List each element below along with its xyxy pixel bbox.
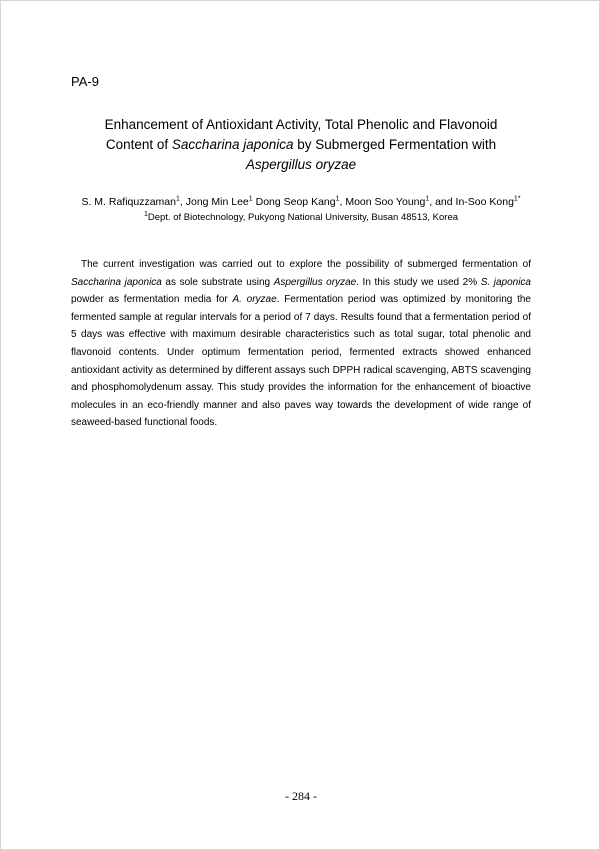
author-name: Dong Seop Kang bbox=[255, 196, 336, 208]
author-affiliation-mark: 1 bbox=[425, 195, 430, 203]
author-separator: , bbox=[179, 196, 186, 208]
abstract-text: powder as fermentation media for bbox=[71, 294, 233, 306]
author-list bbox=[41, 195, 561, 209]
author-affiliation-mark: 1* bbox=[513, 195, 521, 203]
abstract-body bbox=[71, 256, 531, 432]
author-affiliation-mark: 1 bbox=[248, 195, 253, 203]
title-species: Aspergillus oryzae bbox=[245, 157, 357, 172]
abstract-species: Saccharina japonica bbox=[71, 276, 162, 288]
abstract-species: Aspergillus oryzae bbox=[273, 276, 357, 288]
abstract-text: as sole substrate using bbox=[161, 276, 274, 288]
abstract-text: . Fermentation period was optimized by monitoring the fermented sample at regular intervals for a period of 7 days. Results found that a fermentation period of 5 days was effective with maximum desirable characteristics such as total sugar, total phenolic and flavonoid contents. Under optimum fermentation period, fermented extracts showed enhanced antioxidant activity as determined by different assays such DPPH radical scavenging, ABTS scavenging and phosphomolydenum assay. This study provides the information for the enhancement of bioactive molecules in an eco-friendly manner and also paves way towards the development of wide range of seaweed-based functional foods. bbox=[71, 294, 531, 429]
abstract-text: . In this study we used 2% bbox=[356, 276, 481, 288]
author-name: In-Soo Kong bbox=[455, 196, 514, 208]
author-name: Moon Soo Young bbox=[345, 196, 426, 208]
title-text: Content of bbox=[105, 137, 172, 152]
title-line-3 bbox=[61, 155, 541, 175]
author-name: S. M. Rafiquzzaman bbox=[81, 196, 176, 208]
title-text: by Submerged Fermentation with bbox=[293, 137, 497, 152]
author-affiliation-mark: 1 bbox=[175, 195, 180, 203]
abstract-text: The current investigation was carried out to explore the possibility of submerged fermentation of bbox=[81, 259, 531, 270]
affiliation-mark: 1 bbox=[143, 210, 148, 218]
title-line-2 bbox=[61, 135, 541, 155]
title-line-1: Enhancement of Antioxidant Activity, Total Phenolic and Flavonoid bbox=[104, 117, 498, 132]
author-affiliation-mark: 1 bbox=[335, 195, 340, 203]
title-species: Saccharina japonica bbox=[171, 137, 294, 152]
affiliation-text: Dept. of Biotechnology, Pukyong National University, Busan 48513, Korea bbox=[147, 212, 459, 223]
paper-title bbox=[61, 115, 541, 175]
abstract-species: A. oryzae bbox=[232, 294, 277, 306]
abstract-species: S. japonica bbox=[480, 276, 531, 288]
author-name: Jong Min Lee bbox=[185, 196, 249, 208]
author-separator: , bbox=[339, 196, 346, 208]
section-code: PA-9 bbox=[71, 74, 99, 89]
author-separator: , and bbox=[429, 196, 456, 208]
affiliation bbox=[41, 211, 561, 224]
page-number: - 284 - bbox=[285, 789, 317, 803]
